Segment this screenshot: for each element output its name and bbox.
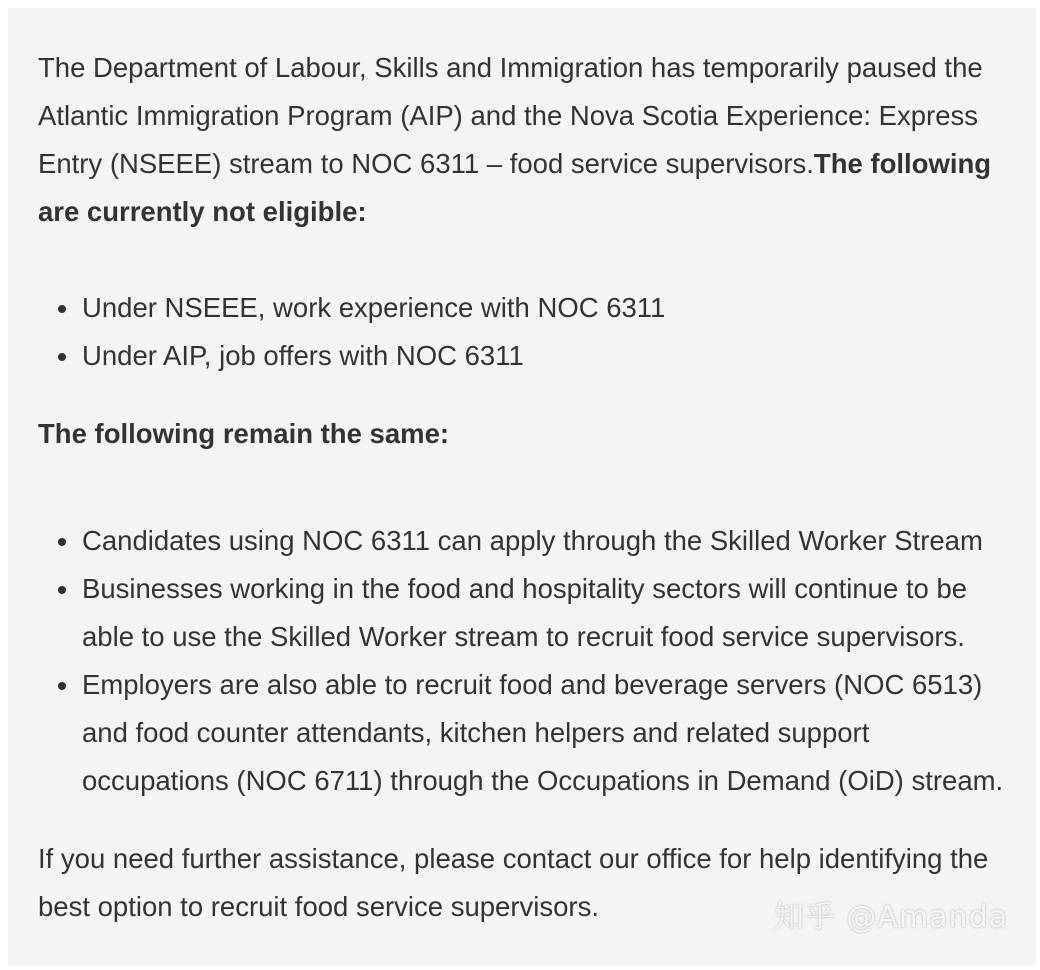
intro-text: The Department of Labour, Skills and Immigration has temporarily paused the Atlantic Immigration Program (AIP) and the Nova Scotia Experience: Express Entry (NSEEE) stream to NOC 6311 – food service supervisors. (38, 52, 983, 179)
watermark-logo: 知乎 @Amanda (773, 900, 1008, 935)
list-item: Under AIP, job offers with NOC 6311 (38, 332, 1006, 380)
list-item: Candidates using NOC 6311 can apply through the Skilled Worker Stream (38, 517, 1006, 565)
content-card (8, 8, 1036, 966)
not-eligible-list (38, 284, 1006, 380)
closing-paragraph: If you need further assistance, please contact our office for help identifying the best option to recruit food service supervisors. (38, 843, 989, 922)
remain-same-list (38, 517, 1006, 805)
remain-same-heading: The following remain the same: (38, 418, 450, 449)
list-item: Businesses working in the food and hospitality sectors will continue to be able to use the Skilled Worker stream to recruit food service supervisors. (38, 565, 1006, 661)
intro-paragraph (38, 44, 1006, 236)
list-item: Under NSEEE, work experience with NOC 6311 (38, 284, 1006, 332)
list-item: Employers are also able to recruit food and beverage servers (NOC 6513) and food counter attendants, kitchen helpers and related support occupations (NOC 6711) through the Occupations in Demand (OiD) stream. (38, 661, 1006, 805)
intro-bold-text: The following are currently not eligible: (38, 148, 992, 227)
